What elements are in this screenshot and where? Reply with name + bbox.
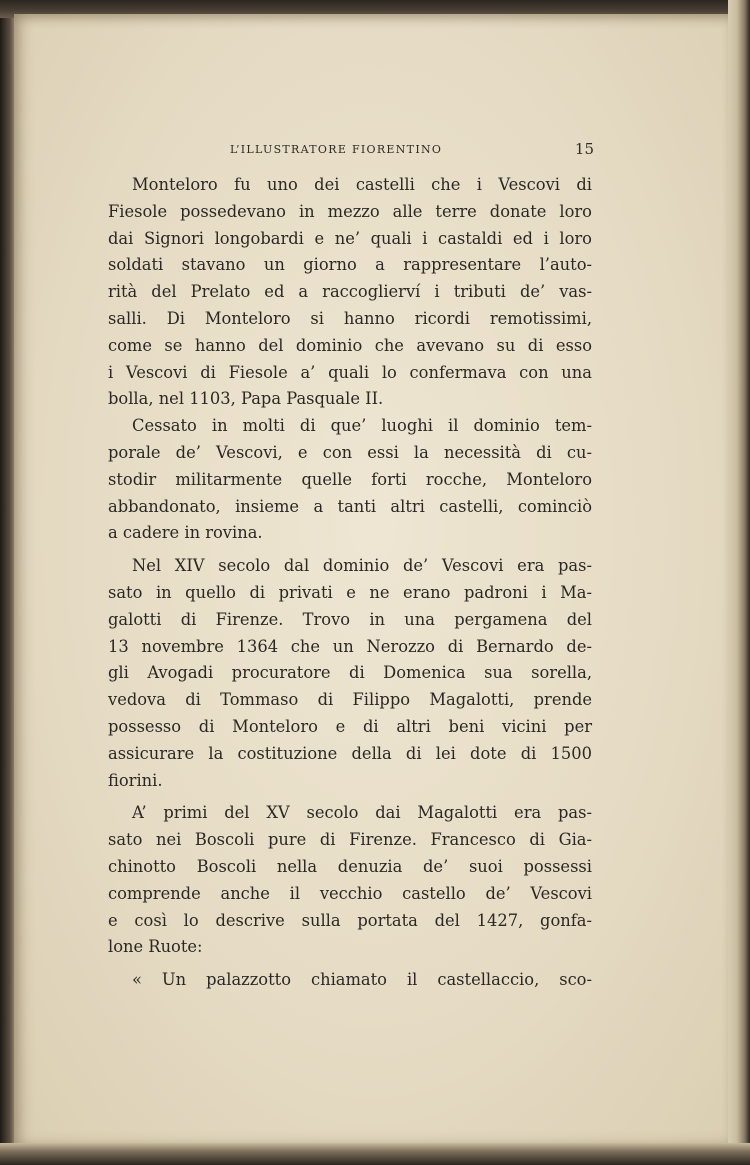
text-line: gli Avogadi procuratore di Domenica sua sorella, <box>108 663 592 683</box>
text-line: « Un palazzotto chiamato il castellaccio, sco- <box>132 970 592 990</box>
text-line: abbandonato, insieme a tanti altri castelli, cominciò <box>108 496 592 516</box>
text-line: sato in quello di privati e ne erano padroni i Ma- <box>108 582 592 602</box>
paragraph <box>108 967 592 994</box>
text-line: fiorini. <box>108 770 163 790</box>
running-header <box>110 140 594 162</box>
text-line: bolla, nel 1103, Papa Pasquale II. <box>108 389 384 409</box>
page-number: 15 <box>574 140 594 158</box>
paragraph <box>108 800 592 961</box>
text-line: Cessato in molti di que’ luoghi il dominio tem- <box>132 416 592 436</box>
text-line: 13 novembre 1364 che un Nerozzo di Bernardo de- <box>108 636 592 656</box>
body-text <box>108 172 592 994</box>
text-line: a cadere in rovina. <box>108 523 263 543</box>
text-line: Monteloro fu uno dei castelli che i Vescovi di <box>132 175 592 194</box>
text-line: Nel XIV secolo dal dominio de’ Vescovi era pas- <box>132 556 592 576</box>
text-line: porale de’ Vescovi, e con essi la necessità di cu- <box>108 442 592 462</box>
text-line: possesso di Monteloro e di altri beni vicini per <box>108 716 592 736</box>
text-line: rità del Prelato ed a raccoglierví i tributi de’ vas- <box>108 282 592 302</box>
text-line: vedova di Tommaso di Filippo Magalotti, prende <box>108 690 592 710</box>
text-line: galotti di Firenze. Trovo in una pergamena del <box>108 609 592 629</box>
text-line: e così lo descrive sulla portata del 1427, gonfa- <box>108 910 592 930</box>
text-line: chinotto Boscoli nella denuzia de’ suoi possessi <box>108 856 592 876</box>
text-line: dai Signori longobardi e ne’ quali i castaldi ed i loro <box>108 228 592 248</box>
bottom-edge <box>0 1143 750 1165</box>
text-line: lone Ruote: <box>108 937 203 957</box>
page-edge <box>728 0 750 1165</box>
text-line: stodir militarmente quelle forti rocche, Monteloro <box>108 469 592 489</box>
text-line: salli. Di Monteloro si hanno ricordi remotissimi, <box>108 308 592 328</box>
text-line: soldati stavano un giorno a rappresentare l’auto- <box>108 255 592 275</box>
text-line: Fiesole possedevano in mezzo alle terre donate loro <box>108 201 592 221</box>
paragraph <box>108 172 592 413</box>
text-line: sato nei Boscoli pure di Firenze. Francesco di Gia- <box>108 830 592 850</box>
running-title: L’ILLUSTRATORE FIORENTINO <box>230 143 443 156</box>
paragraph <box>108 413 592 547</box>
text-line: come se hanno del dominio che avevano su di esso <box>108 335 592 355</box>
text-line: comprende anche il vecchio castello de’ Vescovi <box>108 883 592 903</box>
text-line: i Vescovi di Fiesole a’ quali lo confermava con una <box>108 362 592 382</box>
paragraph <box>108 553 592 794</box>
text-line: assicurare la costituzione della di lei dote di 1500 <box>108 743 592 763</box>
text-line: A’ primi del XV secolo dai Magalotti era pas- <box>132 803 592 823</box>
